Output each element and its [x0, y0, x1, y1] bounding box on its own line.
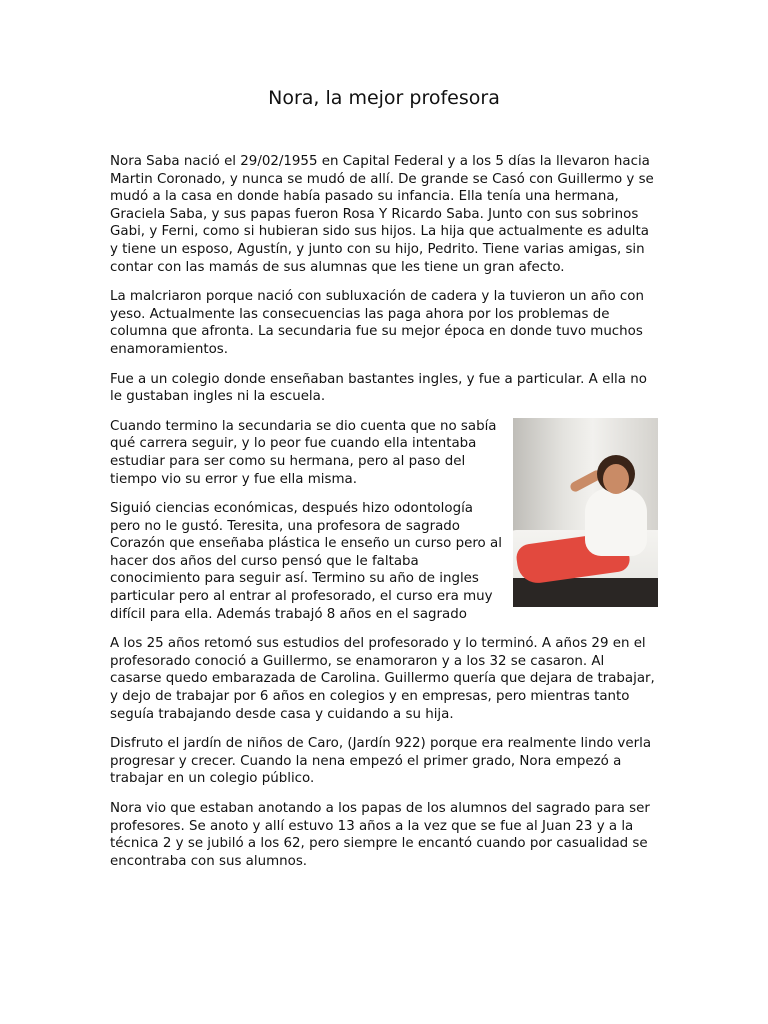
document-title: Nora, la mejor profesora	[268, 87, 500, 109]
paragraph: Cuando termino la secundaria se dio cuenta que no sabía qué carrera seguir, y lo peor fue cuando ella intentaba estudiar para ser como su hermana, pero al paso del tiempo vio su error y fue ella misma.	[110, 418, 497, 487]
photo-white-shirt	[585, 488, 647, 556]
photo-face	[603, 464, 629, 494]
paragraph: Siguió ciencias económicas, después hizo odontología pero no le gustó. Teresita, una profesora de sagrado Corazón que enseñaba plástica le enseño un curso pero al hacer dos años del curso pensó que le faltaba conocimiento para seguir así. Termino su año de ingles particular pero al entrar al profesorado, el curso era muy difícil para ella. Además trabajó 8 años en el sagrado	[110, 501, 502, 622]
paragraph: Nora Saba nació el 29/02/1955 en Capital Federal y a los 5 días la llevaron hacia Martin Coronado, y nunca se mudó de allí. De grande se Casó con Guillermo y se mudó a la casa en donde había pasado su infancia. Ella tenía una hermana, Graciela Saba, y sus papas fueron Rosa Y Ricardo Saba. Junto con sus sobrinos Gabi, y Ferni, como si hubieran sido sus hijos. La hija que actualmente es adulta y tiene un esposo, Agustín, y junto con su hijo, Pedrito. Tiene varias amigas, sin contar con las mamás de sus alumnas que les tiene un gran afecto.	[110, 154, 654, 275]
photo-woman-on-sofa	[513, 418, 658, 607]
document-body	[110, 153, 658, 882]
paragraph: A los 25 años retomó sus estudios del profesorado y lo terminó. A años 29 en el profesorado conoció a Guillermo, se enamoraron y a los 32 se casaron. Al casarse quedo embarazada de Carolina. Guillermo quería que dejara de trabajar, y dejo de trabajar por 6 años en colegios y en empresas, pero mientras tanto seguía trabajando desde casa y cuidando a su hija.	[110, 636, 655, 722]
paragraph: Nora vio que estaban anotando a los papas de los alumnos del sagrado para ser profesores. Se anoto y allí estuvo 13 años a la vez que se fue al Juan 23 y a la técnica 2 y se jubiló a los 62, pero siempre le encantó cuando por casualidad se encontraba con sus alumnos.	[110, 801, 650, 869]
paragraph: Fue a un colegio donde enseñaban bastantes ingles, y fue a particular. A ella no le gustaban ingles ni la escuela.	[110, 371, 647, 405]
paragraph: La malcriaron porque nació con subluxación de cadera y la tuvieron un año con yeso. Actualmente las consecuencias las paga ahora por los problemas de columna que afronta. La secundaria fue su mejor época en donde tuvo muchos enamoramientos.	[110, 289, 644, 357]
paragraph: Disfruto el jardín de niños de Caro, (Jardín 922) porque era realmente lindo verla progresar y crecer. Cuando la nena empezó el primer grado, Nora empezó a trabajar en un colegio público.	[110, 736, 652, 787]
